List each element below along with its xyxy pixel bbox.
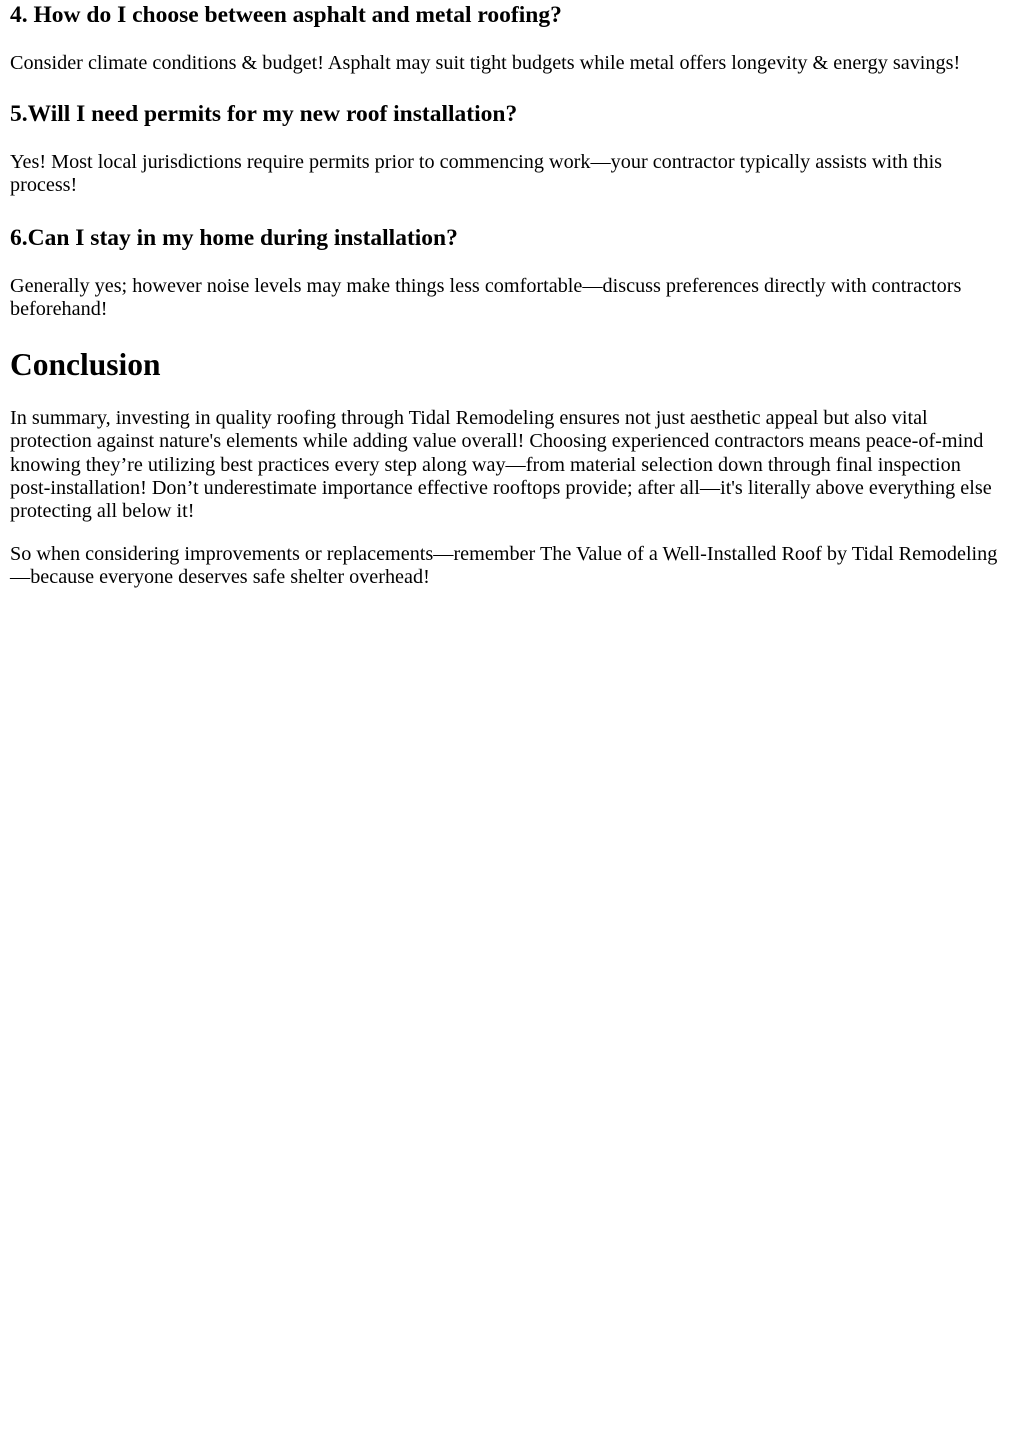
conclusion-paragraph-2: So when considering improvements or replacements—remember The Value of a Well-Installed Roof by Tidal Remodeling—because everyone deserves safe shelter overhead! [10,543,998,589]
faq-question-5: 5.Will I need permits for my new roof installation? [10,101,518,127]
faq-answer-4: Consider climate conditions & budget! Asphalt may suit tight budgets while metal offers longevity & energy savings! [10,52,961,74]
faq-answer-5: Yes! Most local jurisdictions require permits prior to commencing work—your contractor typically assists with this process! [10,151,943,197]
faq-answer-6: Generally yes; however noise levels may make things less comfortable—discuss preferences directly with contractors beforehand! [10,275,962,321]
conclusion-heading: Conclusion [10,347,161,382]
faq-question-4: 4. How do I choose between asphalt and metal roofing? [10,2,562,28]
faq-question-6: 6.Can I stay in my home during installation? [10,225,458,251]
conclusion-paragraph-1: In summary, investing in quality roofing through Tidal Remodeling ensures not just aesthetic appeal but also vital protection against nature's elements while adding value overall! Choosing experienced contractors means peace-of-mind knowing they’re utilizing best practices every step along way—from material selection down through final inspection post-installation! Don’t underestimate importance effective rooftops provide; after all—it's literally above everything else protecting all below it! [10,407,992,523]
